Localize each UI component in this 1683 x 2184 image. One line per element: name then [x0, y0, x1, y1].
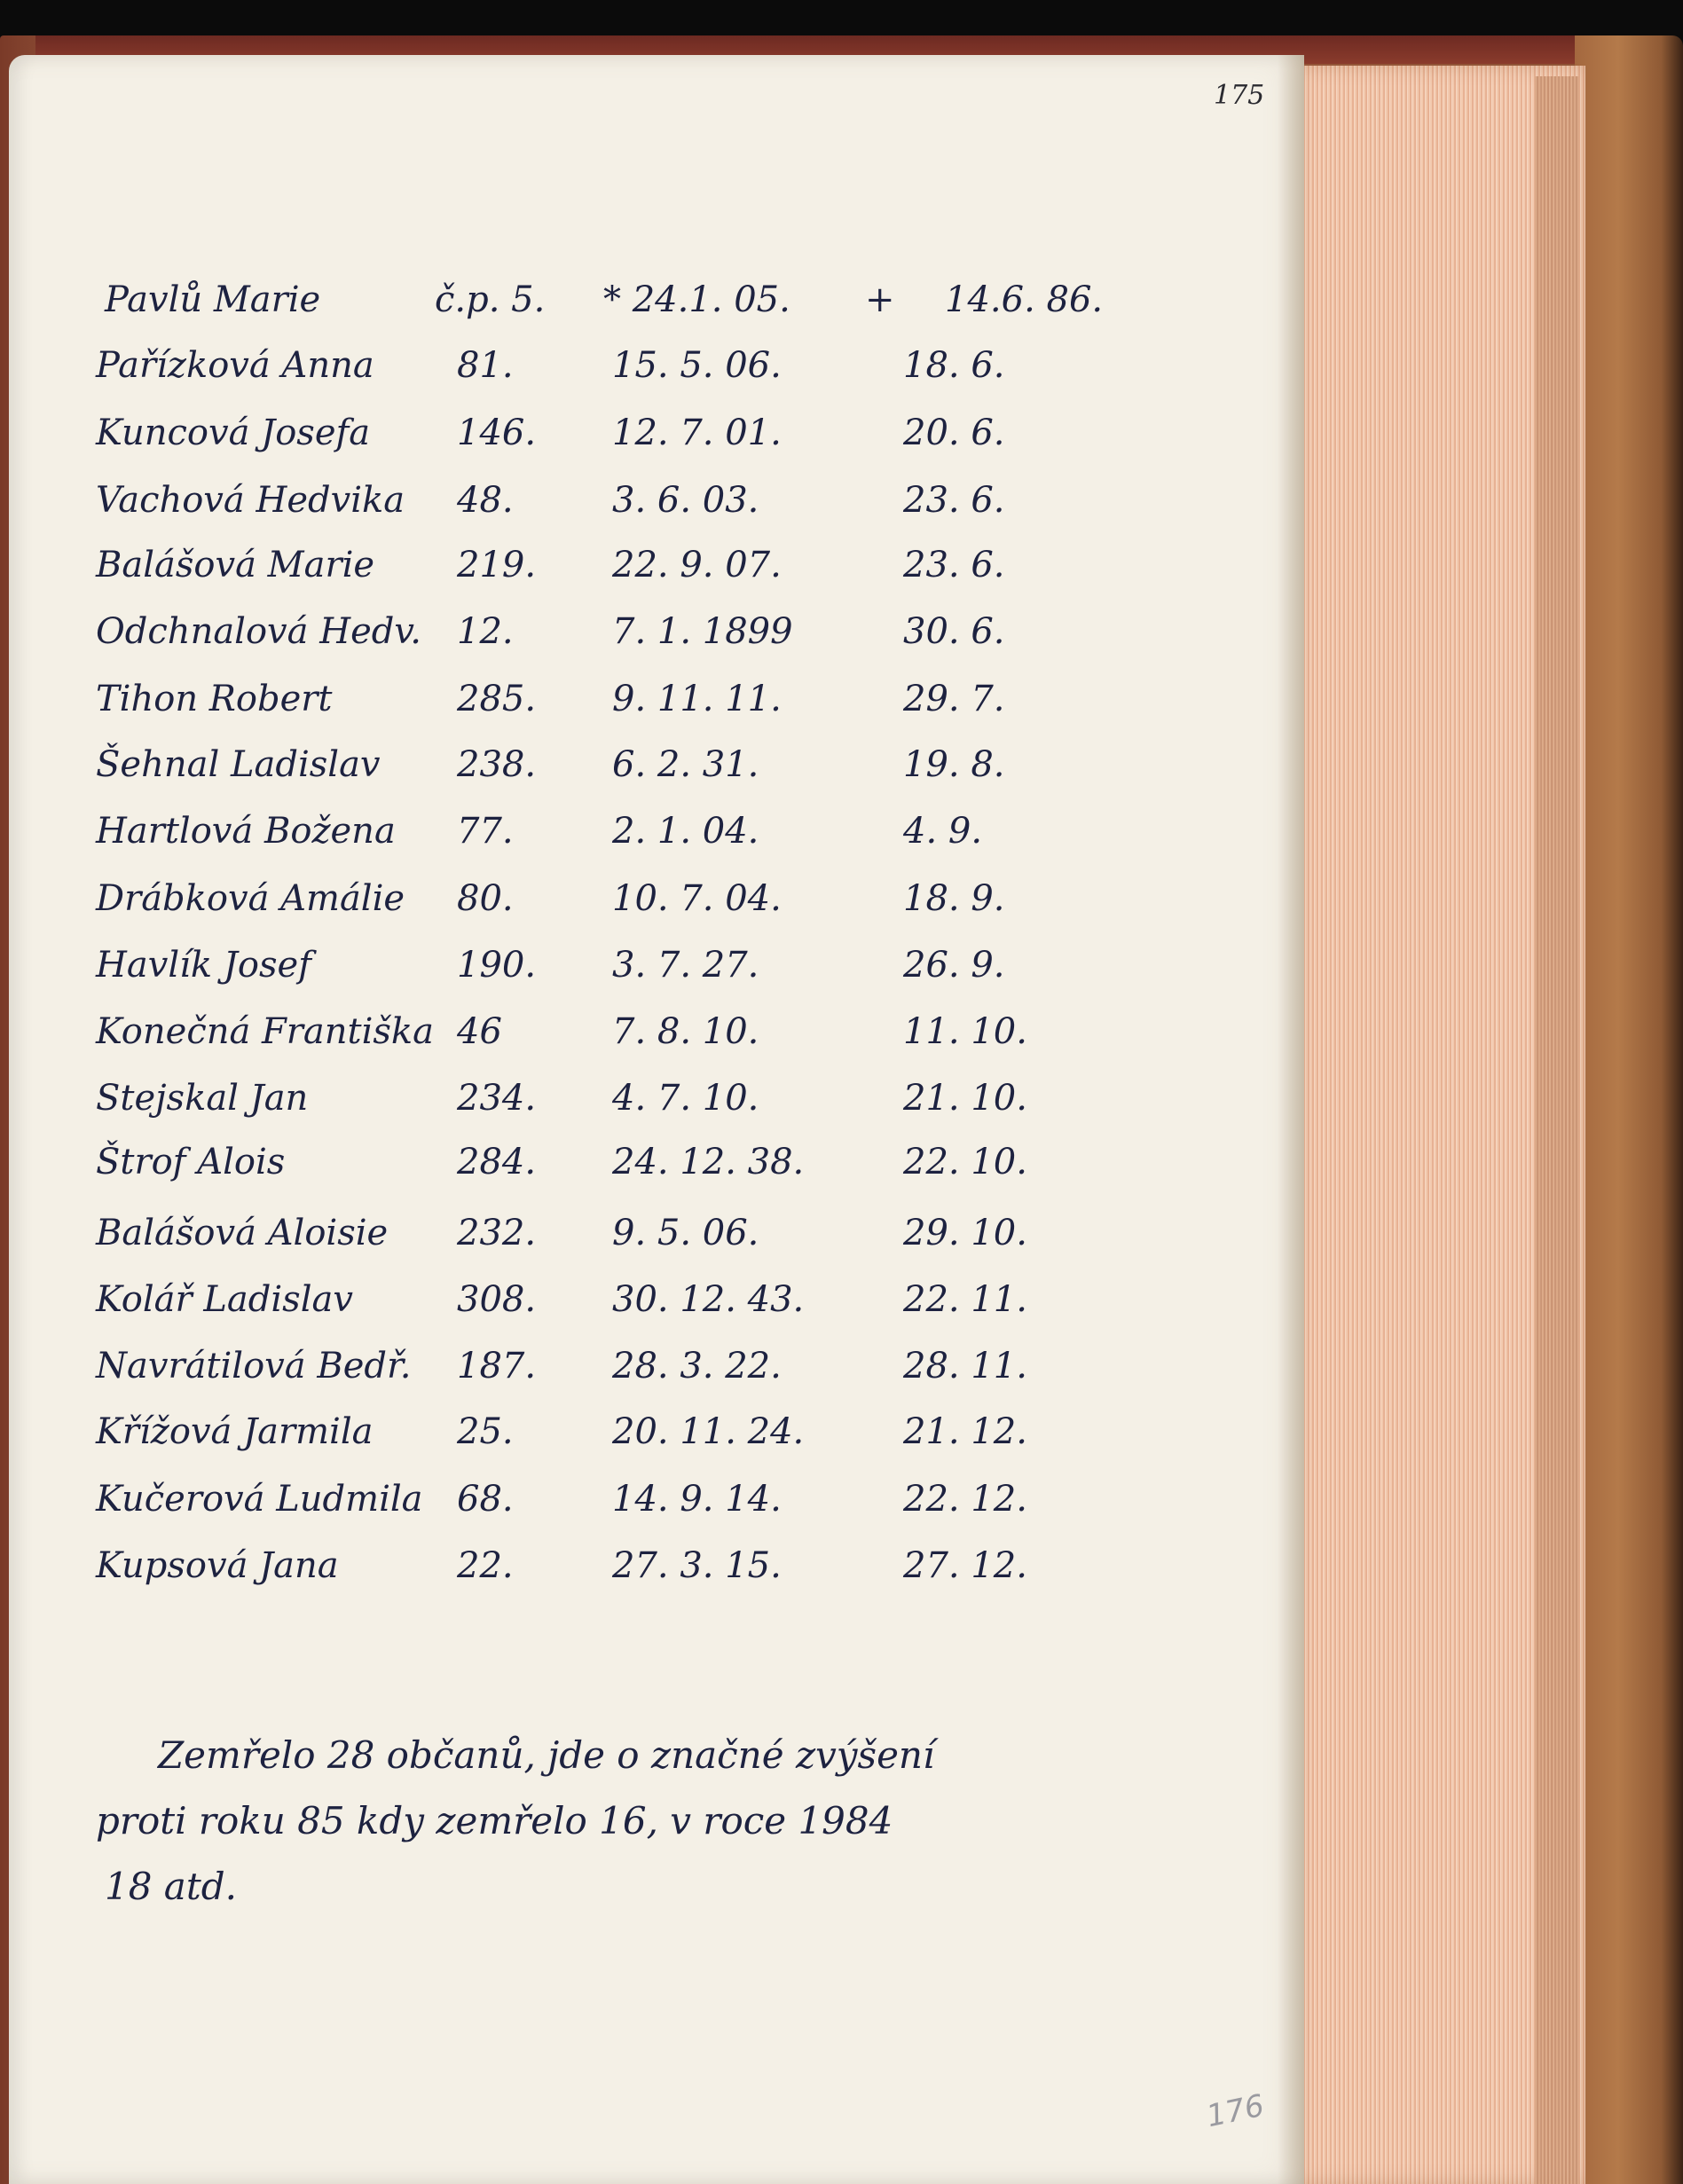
entry-name: Konečná Františka [96, 1011, 435, 1052]
entry-name: Křížová Jarmila [96, 1411, 374, 1452]
entry-house-number: 190. [457, 945, 537, 986]
entry-birth-date: 9. 5. 06. [612, 1213, 759, 1253]
entry-house-number: 146. [457, 412, 537, 453]
entry-death-date: 22. 12. [903, 1479, 1027, 1520]
entry-name: Šehnal Ladislav [96, 744, 381, 785]
entry-name: Vachová Hedvika [96, 480, 405, 521]
entry-house-number: 25. [457, 1411, 514, 1452]
entry-death-date: 29. 7. [903, 679, 1005, 719]
entry-death-date: 23. 6. [903, 480, 1005, 521]
entry-name: Pařízková Anna [96, 345, 374, 386]
entry-house-number: 46 [457, 1011, 502, 1052]
entry-birth-date: 3. 7. 27. [612, 945, 759, 986]
entry-house-number: 234. [457, 1078, 537, 1119]
entry-death-date: 21. 10. [903, 1078, 1027, 1119]
entry-name: Kolář Ladislav [96, 1279, 353, 1320]
entry-death-date: 22. 11. [903, 1279, 1027, 1320]
entry-death-date: 20. 6. [903, 412, 1005, 453]
entry-death-date: 18. 6. [903, 345, 1005, 386]
entry-house-number: 285. [457, 679, 537, 719]
entry-death-date: 11. 10. [903, 1011, 1027, 1052]
entry-name: Odchnalová Hedv. [96, 611, 421, 652]
entry-birth-date: 3. 6. 03. [612, 480, 759, 521]
entry-birth-date: 2. 1. 04. [612, 811, 759, 852]
entry-name: Stejskal Jan [96, 1078, 309, 1119]
entry-birth-date: 24. 12. 38. [612, 1142, 805, 1182]
page-gutter [1278, 55, 1304, 2184]
entry-name: Hartlová Božena [96, 811, 396, 852]
entry-birth-date: 14. 9. 14. [612, 1479, 782, 1520]
entry-house-number: č.p. 5. [435, 279, 546, 320]
entry-birth-date: 22. 9. 07. [612, 545, 782, 585]
entry-house-number: 81. [457, 345, 514, 386]
entry-name: Havlík Josef [96, 945, 311, 986]
entry-death-date: 30. 6. [903, 611, 1005, 652]
entry-house-number: 308. [457, 1279, 537, 1320]
entry-birth-date: 20. 11. 24. [612, 1411, 805, 1452]
entry-house-number: 80. [457, 878, 514, 919]
entry-house-number: 232. [457, 1213, 537, 1253]
cover-spine-edge [1575, 35, 1683, 2184]
entry-name: Kuncová Josefa [96, 412, 371, 453]
death-marker: + [865, 279, 895, 320]
entry-birth-date: 28. 3. 22. [612, 1346, 782, 1387]
entry-name: Kupsová Jana [96, 1545, 339, 1586]
entry-name: Drábková Amálie [96, 878, 405, 919]
entry-death-date: 29. 10. [903, 1213, 1027, 1253]
entry-birth-date: 7. 1. 1899 [612, 611, 793, 652]
entry-house-number: 22. [457, 1545, 514, 1586]
entry-house-number: 48. [457, 480, 514, 521]
entry-name: Balášová Marie [96, 545, 375, 585]
entry-name: Pavlů Marie [105, 279, 321, 320]
entry-birth-date: 10. 7. 04. [612, 878, 782, 919]
entry-birth-date: 15. 5. 06. [612, 345, 782, 386]
entry-birth-date: 4. 7. 10. [612, 1078, 759, 1119]
entry-birth-date: * 24.1. 05. [603, 279, 790, 320]
entry-birth-date: 9. 11. 11. [612, 679, 782, 719]
entry-death-date: 28. 11. [903, 1346, 1027, 1387]
entry-birth-date: 7. 8. 10. [612, 1011, 759, 1052]
entry-death-date: 27. 12. [903, 1545, 1027, 1586]
entry-death-date: 14.6. 86. [945, 279, 1104, 320]
entry-death-date: 4. 9. [903, 811, 983, 852]
entry-name: Kučerová Ludmila [96, 1479, 423, 1520]
entry-house-number: 68. [457, 1479, 514, 1520]
entry-house-number: 77. [457, 811, 514, 852]
entry-death-date: 22. 10. [903, 1142, 1027, 1182]
folio-number-top: 175 [1214, 80, 1265, 111]
entry-house-number: 187. [457, 1346, 537, 1387]
entry-house-number: 284. [457, 1142, 537, 1182]
entry-death-date: 21. 12. [903, 1411, 1027, 1452]
entry-death-date: 18. 9. [903, 878, 1005, 919]
page-edges-inner [1535, 76, 1579, 2184]
entry-birth-date: 12. 7. 01. [612, 412, 782, 453]
entry-death-date: 23. 6. [903, 545, 1005, 585]
entry-name: Štrof Alois [96, 1142, 286, 1182]
entry-birth-date: 6. 2. 31. [612, 744, 759, 785]
folio-number-bottom: 176 [1203, 2087, 1268, 2135]
entry-birth-date: 27. 3. 15. [612, 1545, 782, 1586]
entry-death-date: 26. 9. [903, 945, 1005, 986]
note-line-1: Zemřelo 28 občanů, jde o značné zvýšení [158, 1733, 935, 1777]
entry-house-number: 238. [457, 744, 537, 785]
entry-house-number: 219. [457, 545, 537, 585]
entry-birth-date: 30. 12. 43. [612, 1279, 805, 1320]
entry-name: Navrátilová Bedř. [96, 1346, 412, 1387]
entry-name: Tihon Robert [96, 679, 333, 719]
entry-name: Balášová Aloisie [96, 1213, 389, 1253]
note-line-2: proti roku 85 kdy zemřelo 16, v roce 1984 [96, 1799, 893, 1842]
entry-death-date: 19. 8. [903, 744, 1005, 785]
entry-house-number: 12. [457, 611, 514, 652]
note-line-3: 18 atd. [105, 1865, 237, 1908]
